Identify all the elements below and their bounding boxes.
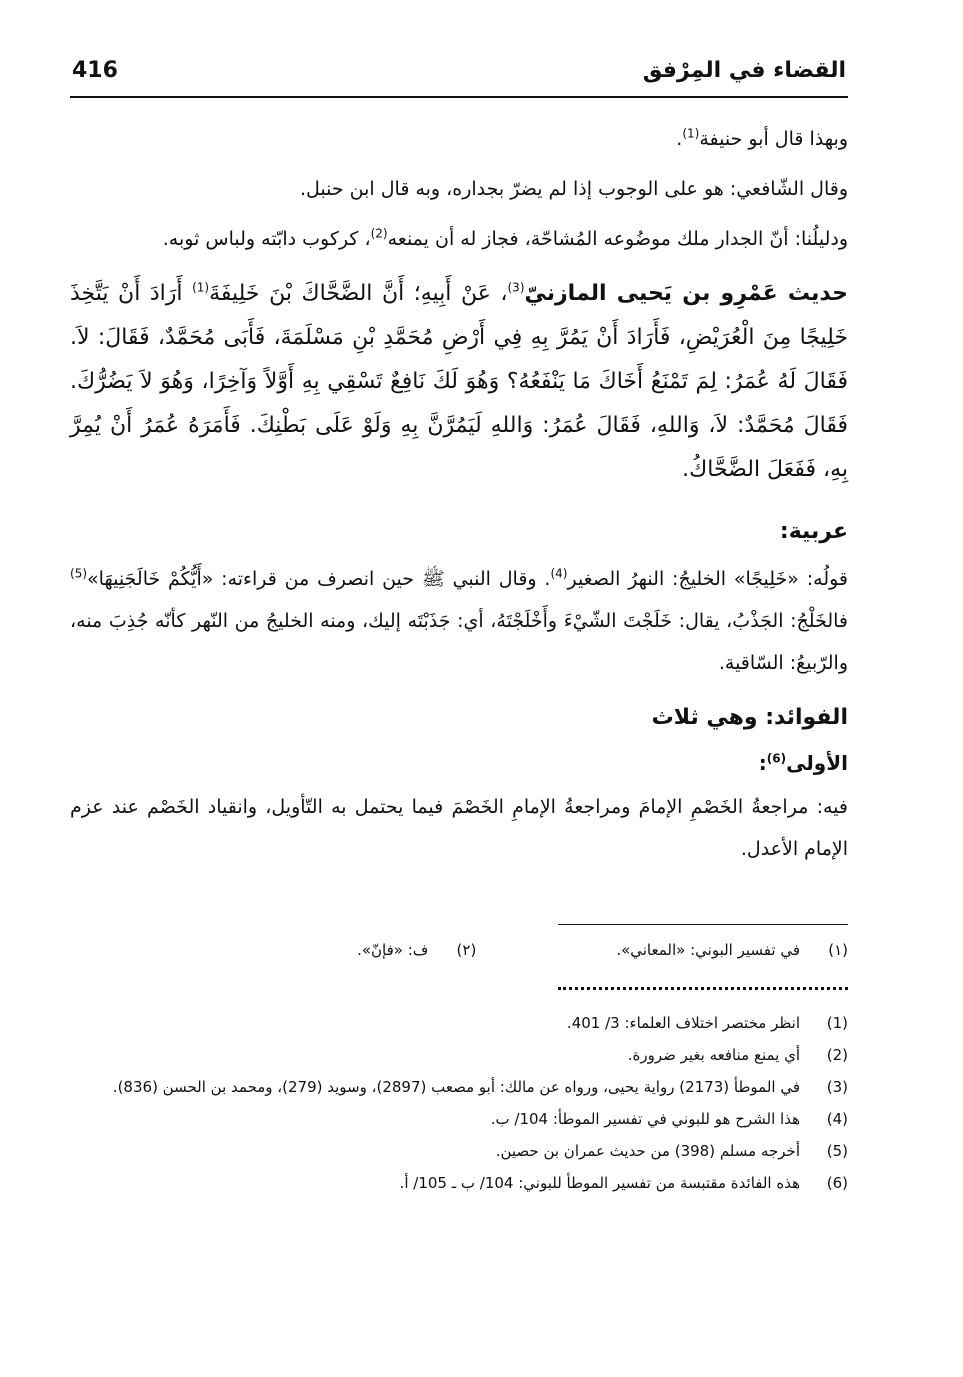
note-item	[70, 1136, 848, 1166]
note-item	[70, 1168, 848, 1198]
dotted-separator	[558, 987, 848, 990]
footnote-ref: (6)	[766, 751, 787, 766]
paragraph-first-benefit: فيه: مراجعةُ الخَصْمِ الإمامَ ومراجعةُ الإمامِ الخَصْمَ فيما يحتمل به التّأويل، وانقياد الخَصْم عند عزم الإمام الأعدل.	[70, 796, 848, 860]
running-title: القضاء في المِرْفق	[642, 58, 846, 83]
paragraph-evidence	[70, 218, 848, 260]
footnote-ref: (4)	[550, 566, 568, 581]
page-header	[70, 52, 848, 98]
note-number: (2)	[826, 1046, 848, 1064]
paragraph-text: ، كركوب دابّته ولباس ثوبه.	[162, 228, 371, 250]
paragraph-abu-hanifa	[70, 118, 848, 160]
note-text: انظر مختصر اختلاف العلماء: 3/ 401.	[566, 1014, 800, 1032]
note-item	[70, 1104, 848, 1134]
footnote-text: ف: «فإنّ».	[357, 941, 429, 959]
note-number: (5)	[826, 1142, 848, 1160]
note-text: أي يمنع منافعه بغير ضرورة.	[627, 1046, 800, 1064]
paragraph-text: فالخَلْجُ: الجَذْبُ، يقال: خَلَجْتَ الشّيْءَ وأَخْلَجْتَهُ، أي: جَذَبْتَه إليك، ومنه الخليجُ من النّهر كأنّه جُذِبَ منه، والرّبيعُ: السّاقية.	[70, 610, 848, 674]
note-item	[70, 1072, 848, 1102]
reference-notes	[70, 1008, 848, 1198]
section-title-arabiyya: عربية:	[779, 519, 848, 544]
hadith-text-part: ، عَنْ أَبِيهِ؛ أَنَّ الضَّحَّاكَ بْنَ خَلِيفَةَ	[209, 281, 508, 306]
footnote-ref: (3)	[507, 280, 525, 295]
footnote-text: في تفسير البوني: «المعاني».	[616, 941, 800, 959]
section-title-fawaid: الفوائد: وهي ثلاث	[651, 705, 848, 730]
note-text: هذا الشرح هو للبوني في تفسير الموطأ: 104/ ب.	[490, 1110, 800, 1128]
paragraph-text: وبهذا قال أبو حنيفة	[699, 128, 848, 150]
subsection-label: الأولى	[786, 751, 848, 775]
note-number: (1)	[826, 1014, 848, 1032]
note-item	[70, 1040, 848, 1070]
hadith-lead: حديث عَمْرِو بن يَحيى المازنيّ	[524, 281, 848, 306]
note-text: في الموطأ (2173) رواية يحيى، ورواه عن مالك: أبو مصعب (2897)، وسويد (279)، ومحمد بن الحسن (836).	[112, 1078, 800, 1096]
note-number: (3)	[826, 1078, 848, 1096]
paragraph-text: ودليلُنا: أنّ الجدار ملك موضُوعه المُشاحّة، فجاز له أن يمنعه	[387, 228, 848, 250]
paragraph-arabiyya	[70, 558, 848, 684]
spacer	[476, 935, 616, 965]
note-item	[70, 1008, 848, 1038]
note-number: (4)	[826, 1110, 848, 1128]
paragraph-shafii: وقال الشّافعي: هو على الوجوب إذا لم يضرّ بجداره، وبه قال ابن حنبل.	[299, 178, 848, 200]
hadith-text	[70, 272, 848, 492]
paragraph-text: قولُه: «خَلِيجًا» الخليجُ: النهرُ الصغير	[567, 568, 849, 590]
hadith-text-part: أَرَادَ أَنْ يَتَّخِذَ خَلِيجًا مِنَ الْعُرَيْضِ، فَأَرَادَ أَنْ يَمُرَّ بِهِ فِي أَرْضِ مُحَمَّدِ بْنِ مَسْلَمَةَ، فَأَبَى مُحَمَّدٌ، فَقَالَ: لاَ. فَقَالَ لَهُ عُمَرُ: لِمَ تَمْنَعُ أَخَاكَ مَا يَنْفَعُهُ؟ وَهُوَ لَكَ نَافِعٌ تَسْقِي بِهِ أَوَّلاً وَآخِرًا، وَهُوَ لاَ يَضُرُّكَ. فَقَالَ مُحَمَّدٌ: لاَ، وَاللهِ، فَقَالَ عُمَرُ: وَاللهِ لَيَمُرَّنَّ بِهِ وَلَوْ عَلَى بَطْنِكَ. فَأَمَرَهُ عُمَرُ أَنْ يُمِرَّ بِهِ، فَفَعَلَ الضَّحَّاكُ.	[70, 281, 848, 482]
footnote-ref: (2)	[370, 226, 388, 241]
page-number: 416	[72, 58, 118, 83]
footnotes-area	[70, 924, 848, 1200]
main-text	[70, 118, 848, 878]
footnote-separator	[558, 924, 848, 925]
punctuation: .	[676, 128, 683, 150]
book-page	[70, 52, 848, 1332]
paragraph-text: . وقال النبي ﷺ حين انصرف من قراءته: «أَيُّكُمْ خَالَجَنِيهَا»	[87, 568, 551, 590]
footnote-number: (٢)	[456, 941, 477, 959]
footnote-ref: (1)	[682, 126, 700, 141]
subsection-title-first	[70, 744, 848, 782]
note-number: (6)	[826, 1174, 848, 1192]
note-text: أخرجه مسلم (398) من حديث عمران بن حصين.	[495, 1142, 800, 1160]
footnote-ref: (5)	[70, 566, 88, 581]
editor-footnotes	[70, 935, 848, 965]
punctuation: :	[758, 751, 767, 775]
footnote-ref: (1)	[192, 280, 210, 295]
note-text: هذه الفائدة مقتبسة من تفسير الموطأ للبوني: 104/ ب ـ 105/ أ.	[399, 1174, 800, 1192]
footnote-number: (١)	[828, 941, 848, 959]
